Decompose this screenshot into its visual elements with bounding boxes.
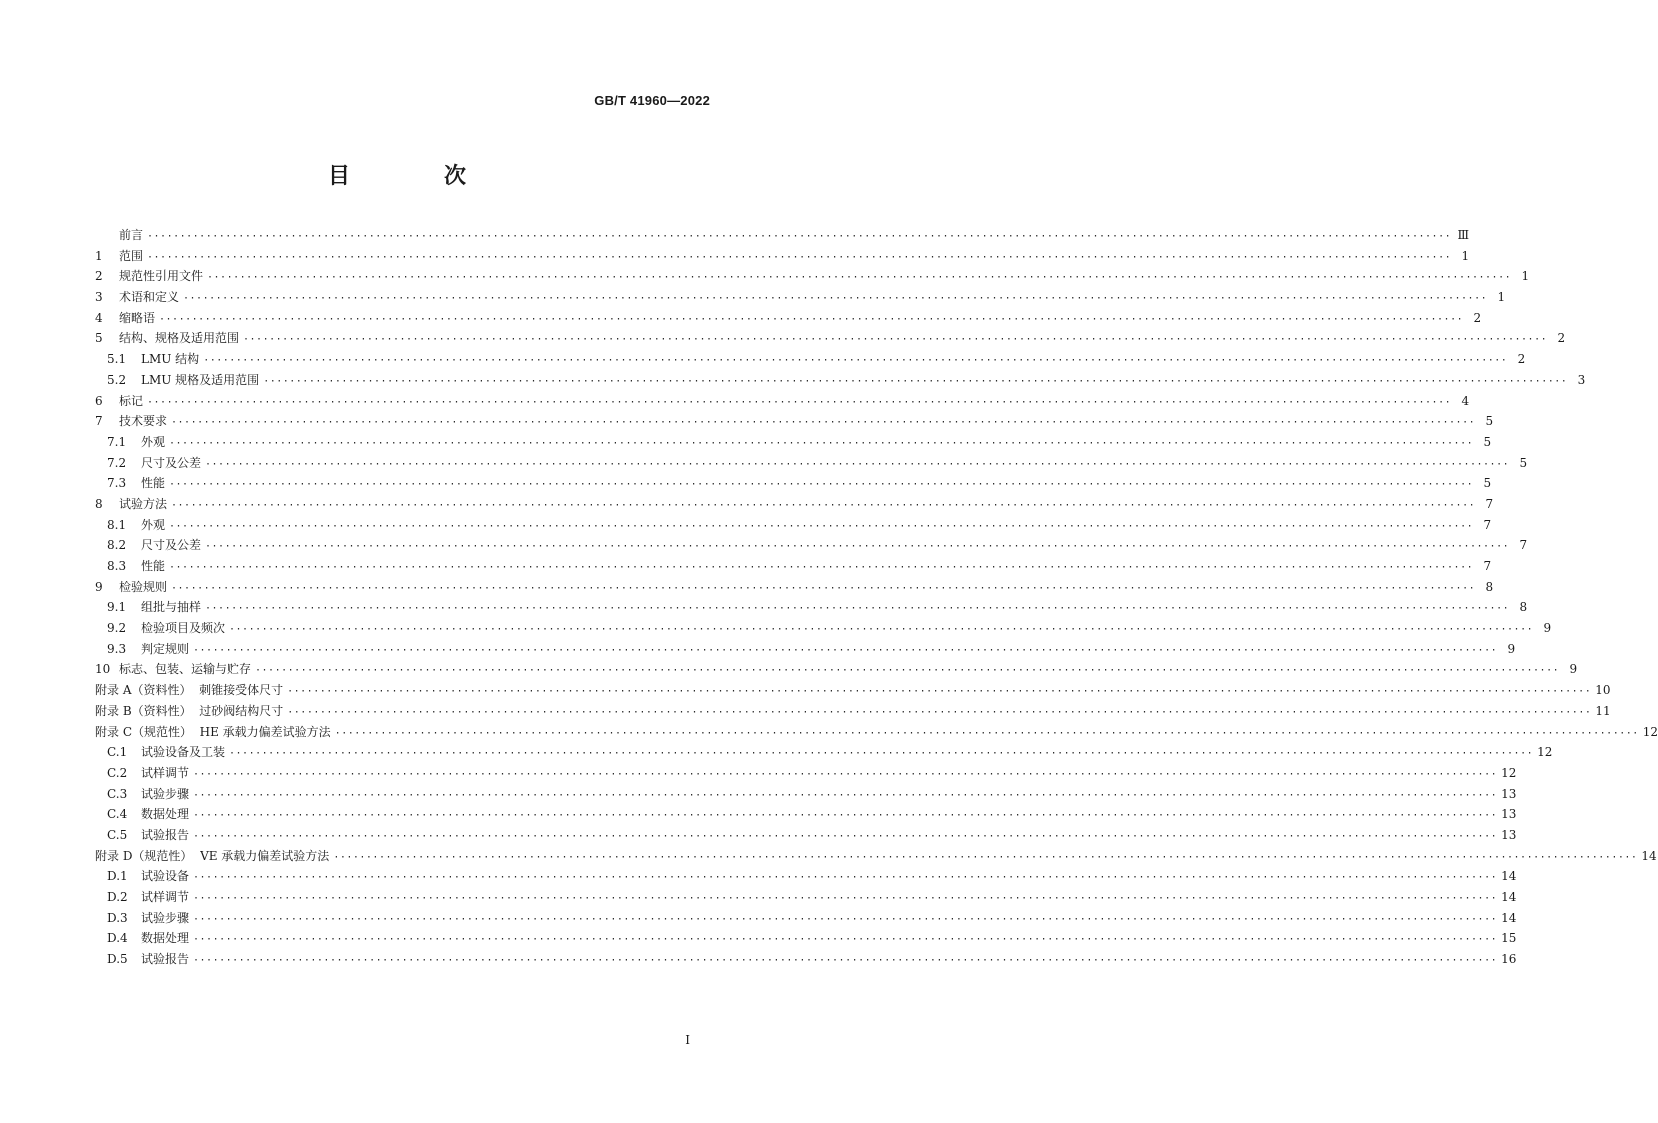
toc-entry-page: 7 (1519, 538, 1528, 553)
toc-entry-page: 13 (1501, 807, 1517, 822)
toc-entry-number: D.1 (107, 869, 128, 884)
toc-entry-number: 6 (95, 393, 103, 408)
toc-entry[interactable] (95, 681, 1611, 702)
toc-entry-page: 3 (1577, 372, 1586, 387)
toc-leader-dots: ········································································································································································································ (334, 727, 1639, 739)
toc-entry-number: C.2 (107, 765, 128, 780)
page-title: 目 次 (327, 164, 502, 189)
toc-entry-page: 16 (1501, 952, 1517, 967)
toc-entry-label: 附录 D（规范性） VE 承载力偏差试验方法 (95, 848, 330, 863)
toc-entry-label: 尺寸及公差 (141, 455, 202, 470)
toc-leader-dots: ········································································································································································································ (287, 706, 1592, 718)
toc-leader-dots: ········································································································································································································ (169, 479, 1474, 491)
toc-entry-page: 7 (1483, 559, 1492, 573)
toc-entry[interactable] (95, 598, 1528, 619)
toc-entry-label: 检验项目及频次 (141, 621, 226, 636)
toc-entry-page: 4 (1461, 393, 1470, 408)
toc-entry-label: 试验报告 (141, 952, 190, 967)
toc-leader-dots: ········································································································································································································ (193, 789, 1498, 801)
toc-entry-number: C.1 (107, 745, 128, 760)
toc-entry-label: 试验方法 (119, 496, 168, 511)
toc-entry[interactable] (95, 329, 1566, 350)
toc-entry-page: 1 (1497, 290, 1506, 305)
toc-entry-number: 5.2 (107, 372, 127, 387)
toc-entry-page: 15 (1501, 931, 1517, 946)
toc-entry[interactable] (95, 454, 1528, 475)
toc-entry-number: 1 (95, 248, 103, 263)
toc-leader-dots: ········································································································································································································ (169, 562, 1474, 573)
toc-entry[interactable] (95, 950, 1517, 971)
toc-entry-number: 8 (95, 496, 103, 511)
toc-entry-number: 9.1 (107, 600, 127, 615)
toc-entry-page: 5 (1519, 455, 1528, 470)
toc-entry-number: 3 (95, 290, 103, 305)
toc-entry-page: 5 (1483, 476, 1492, 491)
toc-entry[interactable] (95, 619, 1552, 640)
toc-entry[interactable] (95, 392, 1470, 413)
toc-entry-label: 数据处理 (141, 931, 190, 946)
toc-entry-page: Ⅲ (1457, 228, 1470, 242)
toc-entry[interactable] (95, 723, 1658, 744)
toc-leader-dots: ········································································································································································································ (243, 334, 1548, 346)
toc-entry[interactable] (95, 867, 1517, 888)
toc-entry-label: 范围 (119, 248, 144, 263)
toc-entry-label: 检验规则 (119, 579, 168, 594)
toc-entry-number: 8.3 (107, 559, 127, 573)
toc-entry-number: 8.2 (107, 538, 127, 553)
toc-entry[interactable] (95, 516, 1492, 537)
toc-entry-number: 7.2 (107, 455, 127, 470)
toc-entry-page: 12 (1501, 765, 1517, 780)
toc-entry-page: 5 (1485, 414, 1494, 429)
toc-entry-number: 5 (95, 331, 103, 346)
toc-entry-number: D.3 (107, 910, 128, 925)
toc-entry[interactable] (95, 309, 1482, 330)
toc-leader-dots: ········································································································································································································ (193, 955, 1498, 967)
toc-entry[interactable] (95, 929, 1517, 950)
toc-entry-number: D.4 (107, 931, 128, 946)
toc-leader-dots: ········································································································································································································ (171, 499, 1476, 511)
toc-entry-label: 性能 (141, 476, 166, 491)
toc-entry-label: 附录 C（规范性） HE 承载力偏差试验方法 (95, 724, 331, 739)
toc-entry[interactable] (95, 474, 1492, 495)
toc-entry-page: 14 (1501, 869, 1517, 884)
toc-entry-page: 14 (1501, 890, 1517, 904)
toc-entry[interactable] (95, 764, 1517, 785)
toc-leader-dots: ········································································································································································································ (171, 417, 1476, 429)
toc-entry-page: 13 (1501, 827, 1517, 842)
toc-leader-dots: ········································································································································································································ (287, 686, 1592, 698)
toc-leader-dots: ········································································································································································································ (147, 251, 1452, 263)
toc-entry[interactable] (95, 557, 1492, 578)
toc-entry-page: 11 (1595, 703, 1611, 718)
toc-leader-dots: ········································································································································································································ (193, 810, 1498, 822)
toc-entry-label: 结构、规格及适用范围 (119, 331, 240, 346)
toc-leader-dots: ········································································································································································································ (205, 541, 1510, 553)
toc-leader-dots: ········································································································································································································ (229, 748, 1534, 760)
toc-entry-number: D.5 (107, 952, 128, 967)
toc-entry[interactable] (95, 247, 1470, 268)
toc-entry-number: C.4 (107, 807, 128, 822)
toc-entry-page: 1 (1521, 269, 1530, 284)
toc-entry[interactable] (95, 702, 1611, 723)
toc-entry-label: 前言 (119, 228, 144, 242)
toc-entry-label: 试验步骤 (141, 910, 190, 925)
toc-entry-label: 数据处理 (141, 807, 190, 822)
toc-entry-label: LMU 结构 (141, 352, 200, 367)
toc-leader-dots: ········································································································································································································ (147, 396, 1452, 408)
toc-entry-number: 9.3 (107, 641, 127, 656)
toc-entry[interactable] (95, 288, 1506, 309)
toc-entry-page: 9 (1507, 641, 1516, 656)
table-of-contents (95, 226, 1658, 971)
toc-leader-dots: ········································································································································································································ (193, 644, 1498, 656)
toc-entry-page: 9 (1543, 621, 1552, 636)
toc-entry-page: 8 (1485, 579, 1494, 594)
toc-entry[interactable] (95, 371, 1586, 392)
toc-entry-label: 判定规则 (141, 641, 190, 656)
toc-leader-dots: ········································································································································································································ (183, 293, 1488, 305)
toc-leader-dots: ········································································································································································································ (205, 603, 1510, 615)
toc-leader-dots: ········································································································································································································ (147, 231, 1452, 242)
toc-entry-label: 尺寸及公差 (141, 538, 202, 553)
toc-entry[interactable] (95, 826, 1517, 847)
toc-entry[interactable] (95, 350, 1526, 371)
toc-entry[interactable] (95, 536, 1528, 557)
standard-number: GB/T 41960—2022 (594, 93, 710, 108)
toc-entry[interactable] (95, 785, 1517, 806)
toc-leader-dots: ········································································································································································································ (169, 520, 1474, 532)
toc-entry[interactable] (95, 743, 1553, 764)
toc-entry-number: 7.1 (107, 434, 127, 449)
toc-entry-page: 10 (1595, 683, 1611, 698)
toc-entry[interactable] (95, 888, 1517, 909)
toc-entry-number: 2 (95, 269, 103, 284)
toc-entry[interactable] (95, 578, 1494, 599)
toc-entry-number: 4 (95, 310, 103, 325)
toc-entry-number: 5.1 (107, 352, 127, 367)
toc-entry[interactable] (95, 909, 1517, 930)
toc-entry-page: 2 (1473, 310, 1482, 325)
toc-entry-page: 5 (1483, 434, 1492, 449)
toc-entry-page: 7 (1485, 496, 1494, 511)
toc-entry-page: 2 (1557, 331, 1566, 346)
toc-leader-dots: ········································································································································································································ (171, 582, 1476, 594)
toc-entry-label: 标记 (119, 393, 144, 408)
toc-entry-number: 7.3 (107, 476, 127, 491)
toc-entry-page: 8 (1519, 600, 1528, 615)
toc-entry-label: 试样调节 (141, 890, 190, 904)
toc-entry-page: 12 (1642, 724, 1658, 739)
toc-entry-label: 外观 (141, 517, 166, 532)
toc-leader-dots: ········································································································································································································ (193, 893, 1498, 904)
toc-entry-number: 9 (95, 579, 103, 594)
toc-entry[interactable] (95, 226, 1470, 247)
page-folio: I (685, 1033, 690, 1047)
toc-entry-page: 9 (1569, 662, 1578, 677)
toc-entry-page: 12 (1537, 745, 1553, 760)
toc-leader-dots: ········································································································································································································ (193, 768, 1498, 780)
toc-entry[interactable] (95, 660, 1578, 681)
toc-leader-dots: ········································································································································································································ (193, 872, 1498, 884)
toc-leader-dots: ········································································································································································································ (203, 355, 1508, 367)
toc-entry-number: C.5 (107, 827, 128, 842)
toc-entry-label: 试样调节 (141, 765, 190, 780)
toc-entry-number: 7 (95, 414, 103, 429)
toc-entry-number: 9.2 (107, 621, 127, 636)
toc-leader-dots: ········································································································································································································ (193, 830, 1498, 842)
toc-leader-dots: ········································································································································································································ (169, 437, 1474, 449)
toc-entry-label: 标志、包装、运输与贮存 (119, 662, 252, 677)
toc-entry-page: 14 (1501, 910, 1517, 925)
toc-entry-page: 13 (1501, 786, 1517, 801)
toc-entry[interactable] (95, 267, 1530, 288)
toc-entry-label: 技术要求 (119, 414, 168, 429)
toc-leader-dots: ········································································································································································································ (193, 913, 1498, 925)
toc-entry-label: 组批与抽样 (141, 600, 202, 615)
toc-entry-label: 试验设备及工装 (141, 745, 226, 760)
toc-entry[interactable] (95, 640, 1516, 661)
toc-entry[interactable] (95, 412, 1494, 433)
toc-entry-label: 外观 (141, 434, 166, 449)
toc-entry-number: 10 (95, 662, 111, 677)
toc-leader-dots: ········································································································································································································ (229, 624, 1534, 636)
toc-entry-label: 试验设备 (141, 869, 190, 884)
toc-entry-label: 附录 A（资料性） 刺锥接受体尺寸 (95, 683, 284, 698)
toc-entry-number: 8.1 (107, 517, 127, 532)
toc-entry-page: 2 (1517, 352, 1526, 367)
toc-entry-number: C.3 (107, 786, 128, 801)
toc-entry-label: 规范性引用文件 (119, 269, 204, 284)
toc-leader-dots: ········································································································································································································ (255, 665, 1560, 677)
toc-entry-label: 附录 B（资料性） 过砂阀结构尺寸 (95, 703, 284, 718)
toc-entry[interactable] (95, 495, 1494, 516)
toc-entry[interactable] (95, 805, 1517, 826)
toc-entry-page: 7 (1483, 517, 1492, 532)
toc-entry-label: 术语和定义 (119, 290, 180, 305)
toc-leader-dots: ········································································································································································································ (205, 458, 1510, 470)
toc-entry-label: LMU 规格及适用范围 (141, 372, 260, 387)
toc-entry[interactable] (95, 433, 1492, 454)
toc-entry-label: 试验报告 (141, 827, 190, 842)
toc-entry-label: 缩略语 (119, 310, 156, 325)
toc-leader-dots: ········································································································································································································ (159, 313, 1464, 325)
toc-leader-dots: ········································································································································································································ (263, 375, 1568, 387)
toc-entry-page: 1 (1461, 248, 1470, 263)
toc-leader-dots: ········································································································································································································ (333, 851, 1638, 863)
toc-entry-page: 14 (1641, 848, 1657, 863)
toc-leader-dots: ········································································································································································································ (193, 934, 1498, 946)
toc-entry-label: 性能 (141, 559, 166, 573)
toc-entry-label: 试验步骤 (141, 786, 190, 801)
toc-entry[interactable] (95, 847, 1657, 868)
toc-leader-dots: ········································································································································································································ (207, 272, 1512, 284)
toc-entry-number: D.2 (107, 890, 128, 904)
